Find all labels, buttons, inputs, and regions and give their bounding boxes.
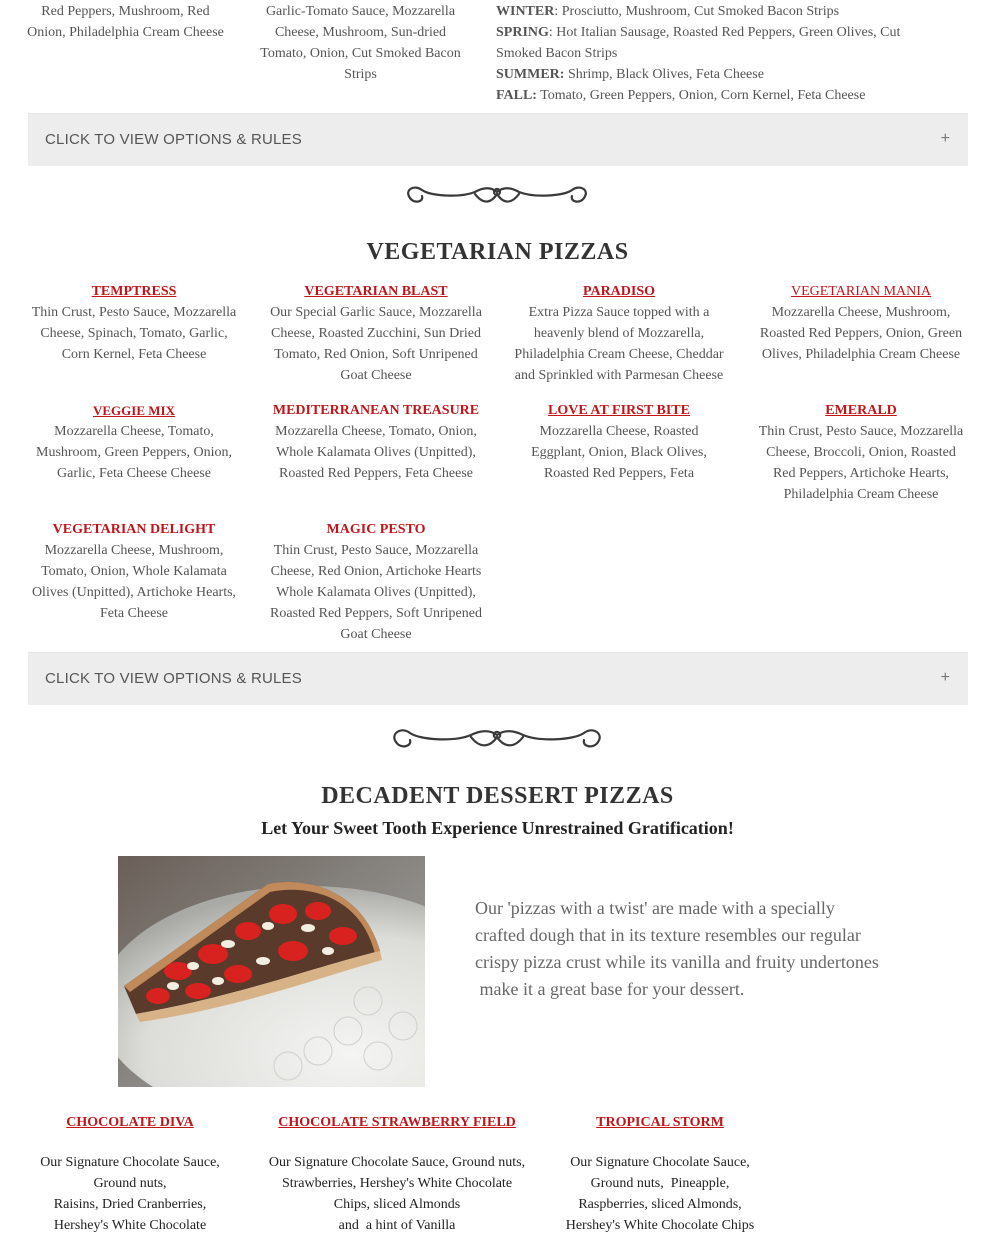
text-line: Strips [344,67,377,82]
item-title-paradiso[interactable]: PARADISO [582,284,656,299]
text-line: and Sprinkled with Parmesan Cheese [514,368,724,383]
top-col2-desc [253,1,468,85]
vegetarian-section-title: VEGETARIAN PIZZAS [366,239,629,265]
text-line: Hershey's White Chocolate Chips [565,1218,755,1233]
text-line: Strawberries, Hershey's White Chocolate [281,1176,513,1191]
dessert-pizza-photo [118,856,425,1087]
text-line: Mushroom, Green Peppers, Onion, [36,445,232,460]
text-line: Roasted Red Peppers, Onion, Green [759,326,963,341]
accordion-label: CLICK TO VIEW OPTIONS & RULES [45,131,302,148]
text-line: Goat Cheese [340,627,412,642]
season-spring-cont: Smoked Bacon Strips [496,46,618,61]
text-line: Raisins, Dried Cranberries, [53,1197,207,1212]
options-rules-accordion[interactable] [28,113,968,166]
text-line: make it a great base for your dessert. [475,979,745,999]
menu-item [266,400,486,484]
text-line: Cheese, Spinach, Tomato, Garlic, [40,326,228,341]
text-line: Roasted Red Peppers, Feta Cheese [278,466,473,481]
season-fall: FALL: Tomato, Green Peppers, Onion, Corn Kernel, Feta Cheese [496,88,866,103]
text-line: Our Special Garlic Sauce, Mozzarella [270,305,482,320]
text-line: crispy pizza crust while its vanilla and fruity undertones [475,952,879,972]
item-title-veggie-mix[interactable]: VEGGIE MIX [93,403,175,418]
item-title-chocolate-strawberry-field[interactable]: CHOCOLATE STRAWBERRY FIELD [278,1115,516,1130]
dessert-section-title: DECADENT DESSERT PIZZAS [321,783,674,809]
dessert-item [20,1115,240,1236]
text-line: Philadelphia Cream Cheese [783,487,939,502]
plus-icon: + [940,669,950,686]
text-line: Mozzarella Cheese, Mushroom, [771,305,951,320]
text-line: Tomato, Red Onion, Soft Unripened [274,347,478,362]
text-line: Thin Crust, Pesto Sauce, Mozzarella [273,543,479,558]
text-line: Cheese, Broccoli, Onion, Roasted [766,445,956,460]
text-line: Mozzarella Cheese, Mushroom, [44,543,224,558]
item-title-chocolate-diva[interactable]: CHOCOLATE DIVA [66,1115,194,1130]
flourish-divider-icon [386,722,608,756]
text-line: Goat Cheese [340,368,412,383]
dessert-item [554,1115,766,1236]
season-winter: WINTER: Prosciutto, Mushroom, Cut Smoked Bacon Strips [496,4,840,19]
text-line: Tomato, Onion, Cut Smoked Bacon [260,46,461,61]
item-title-vegetarian-blast[interactable]: VEGETARIAN BLAST [304,284,448,299]
season-spring: SPRING: Hot Italian Sausage, Roasted Red Peppers, Green Olives, Cut [496,25,901,40]
item-title-magic-pesto: MAGIC PESTO [326,522,426,537]
text-line: Chips, sliced Almonds [333,1197,461,1212]
text-line: Philadelphia Cream Cheese, Cheddar [514,347,724,362]
text-line: Eggplant, Onion, Black Olives, [531,445,707,460]
item-title-temptress[interactable]: TEMPTRESS [91,284,177,299]
text-line: Mozzarella Cheese, Tomato, Onion, [275,424,477,439]
menu-item [266,281,486,386]
text-line: heavenly blend of Mozzarella, [533,326,705,341]
text-line: Ground nuts, Pineapple, [590,1176,730,1191]
flourish-divider-icon [400,180,595,212]
plus-icon: + [940,130,950,147]
text-line: Red Peppers, Mushroom, Red [41,4,210,19]
menu-item [752,281,970,365]
seasonal-toppings [496,1,936,106]
menu-item [508,281,730,386]
text-line: Roasted Red Peppers, Feta [543,466,695,481]
item-title-love-at-first-bite[interactable]: LOVE AT FIRST BITE [547,403,690,418]
text-line: Olives, Philadelphia Cream Cheese [761,347,961,362]
menu-item [28,281,240,365]
menu-item [28,519,240,624]
text-line: and a hint of Vanilla [338,1218,456,1233]
text-line: Thin Crust, Pesto Sauce, Mozzarella [31,305,237,320]
text-line: Roasted Red Peppers, Soft Unripened [270,606,482,621]
text-line: Mozzarella Cheese, Tomato, [54,424,214,439]
text-line: Mozzarella Cheese, Roasted [539,424,699,439]
text-line: Cheese, Roasted Zucchini, Sun Dried [271,326,481,341]
text-line: Feta Cheese [99,606,169,621]
text-line: Tomato, Onion, Whole Kalamata [41,564,227,579]
text-line: Corn Kernel, Feta Cheese [61,347,207,362]
item-title-vegetarian-mania[interactable]: VEGETARIAN MANIA [790,284,932,299]
text-line: Ground nuts, [93,1176,167,1191]
dessert-item [262,1115,532,1236]
text-line: Red Peppers, Artichoke Hearts, [772,466,950,481]
item-title-mediterranean-treasure: MEDITERRANEAN TREASURE [272,403,480,418]
text-line: Onion, Philadelphia Cream Cheese [27,25,224,40]
text-line: Olives (Unpitted), Artichoke Hearts, [31,585,237,600]
text-line: Hershey's White Chocolate [53,1218,207,1233]
item-title-tropical-storm[interactable]: TROPICAL STORM [596,1115,724,1130]
top-col1-desc [18,1,233,43]
text-line: Our Signature Chocolate Sauce, [40,1155,220,1170]
text-line: Our 'pizzas with a twist' are made with a specially [475,898,835,918]
text-line: Garlic, Feta Cheese Cheese [57,466,211,481]
season-summer: SUMMER: Shrimp, Black Olives, Feta Cheese [496,67,764,82]
text-line: Garlic-Tomato Sauce, Mozzarella [265,4,456,19]
item-title-emerald[interactable]: EMERALD [825,403,897,418]
item-title-vegetarian-delight: VEGETARIAN DELIGHT [52,522,216,537]
text-line: Our Signature Chocolate Sauce, [570,1155,750,1170]
text-line: crafted dough that in its texture resembles our regular [475,925,861,945]
dessert-subtitle: Let Your Sweet Tooth Experience Unrestrained Gratification! [261,818,734,838]
text-line: Extra Pizza Sauce topped with a [528,305,710,320]
accordion-label: CLICK TO VIEW OPTIONS & RULES [45,670,302,687]
text-line: Whole Kalamata Olives (Unpitted), [276,445,476,460]
menu-item [28,400,240,484]
menu-item [266,519,486,645]
text-line: Our Signature Chocolate Sauce, Ground nuts, [268,1155,526,1170]
dessert-blurb [475,895,895,1003]
text-line: Raspberries, sliced Almonds, [578,1197,742,1212]
text-line: Thin Crust, Pesto Sauce, Mozzarella [758,424,964,439]
text-line: Cheese, Mushroom, Sun-dried [274,25,447,40]
menu-item [508,400,730,484]
options-rules-accordion[interactable] [28,652,968,705]
text-line: Cheese, Red Onion, Artichoke Hearts [270,564,482,579]
text-line: Whole Kalamata Olives (Unpitted), [276,585,476,600]
menu-item [752,400,970,505]
